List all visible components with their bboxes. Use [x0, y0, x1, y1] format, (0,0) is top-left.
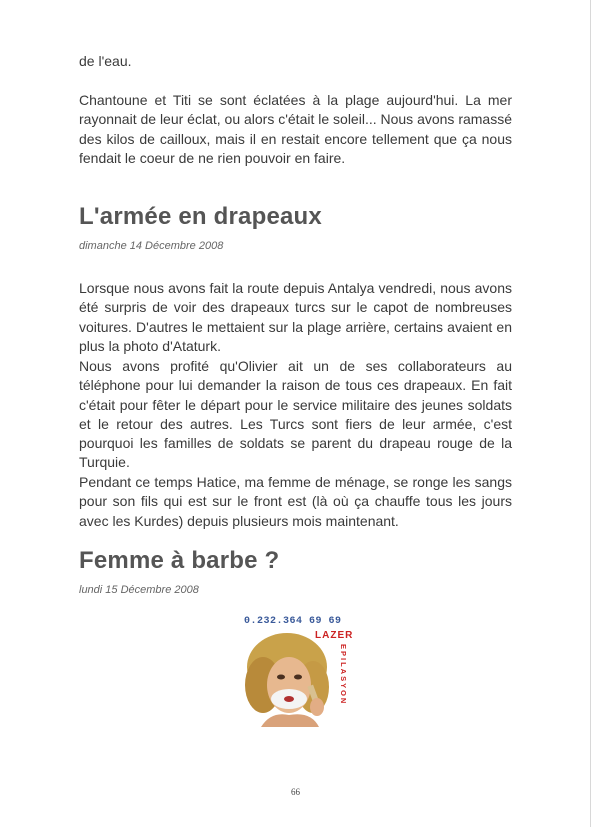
section-title-armee: L'armée en drapeaux: [79, 203, 322, 230]
paragraph-armee-1: Lorsque nous avons fait la route depuis Antalya vendredi, nous avons été surpris de voir des drapeaux turcs sur le capot de nombreuses voitures. D'autres le mettaient sur la plage arrière, certains avaient en plus la photo d'Ataturk.: [79, 280, 512, 354]
section-title-femme: Femme à barbe ?: [79, 547, 280, 574]
woman-shaving-photo: [241, 629, 333, 727]
ad-phone-number: 0.232.364 69 69: [244, 616, 342, 627]
page-number: 66: [291, 787, 300, 797]
paragraph-beach: Chantoune et Titi se sont éclatées à la plage aujourd'hui. La mer rayonnait de leur éclat, ou alors c'était le soleil... Nous avons ramassé des kilos de cailloux, mais il en restait encore tellement que ça nous fendait le coeur de ne rien pouvoir en faire.: [79, 92, 513, 166]
section-date-armee: dimanche 14 Décembre 2008: [79, 240, 224, 252]
advertisement-image: [241, 616, 354, 728]
ad-brand-name: LAZER: [315, 630, 354, 641]
paragraph-armee-2: Nous avons profité qu'Olivier ait un de ses collaborateurs au téléphone pour lui demander la raison de tous ces drapeaux. En fait c'était pour fêter le départ pour le service militaire des jeunes soldats et le retour des autres. Les Turcs sont fiers de leur armée, c'est pourquoi les familles de soldats se parent du drapeau rouge de la Turquie.: [79, 358, 512, 471]
ad-subtitle: EPILASYON: [339, 644, 348, 706]
section-date-femme: lundi 15 Décembre 2008: [79, 584, 199, 596]
intro-paragraph: de l'eau.: [79, 53, 132, 69]
paragraph-armee-3: Pendant ce temps Hatice, ma femme de ménage, se ronge les sangs pour son fils qui est sur le front est (là où ça chauffe tous les jours avec les Kurdes) depuis plusieurs mois maintenant.: [79, 474, 512, 529]
